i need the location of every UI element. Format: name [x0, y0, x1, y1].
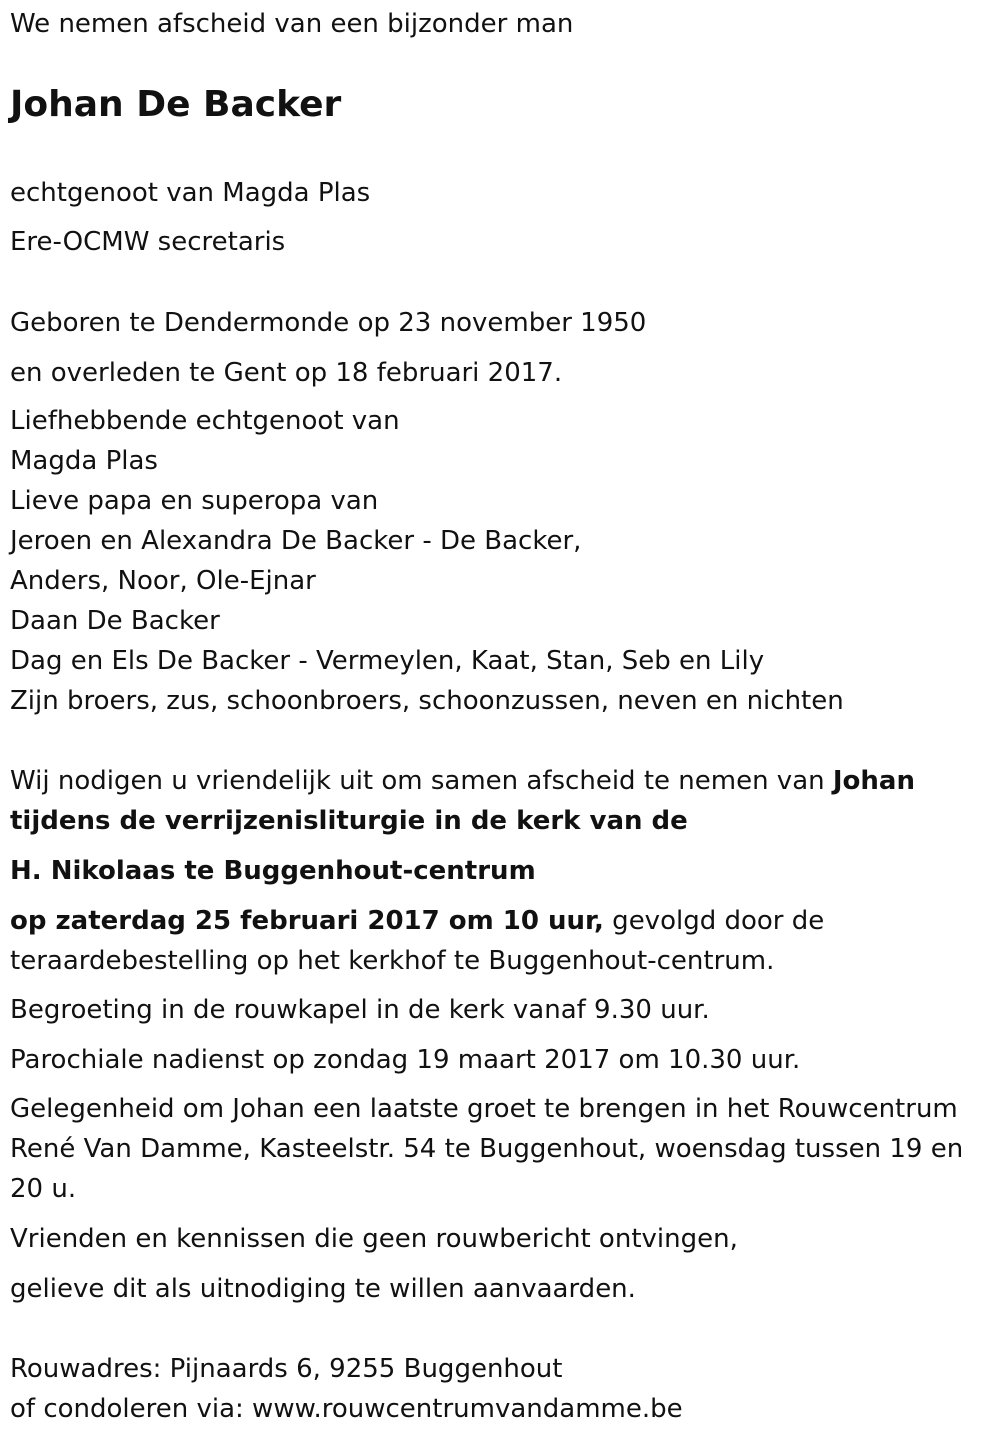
birth-line: Geboren te Dendermonde op 23 november 1950 — [10, 308, 647, 338]
invitation-lead-text: Wij nodigen u vriendelijk uit om samen afscheid te nemen van — [10, 766, 833, 796]
invitation-name: Johan — [832, 766, 915, 796]
family-line: Magda Plas — [10, 446, 158, 476]
death-line: en overleden te Gent op 18 februari 2017. — [10, 358, 563, 388]
service-date-rest: gevolgd door de — [603, 906, 825, 936]
church-text: H. Nikolaas te Buggenhout-centrum — [10, 856, 536, 886]
spouse-line: echtgenoot van Magda Plas — [10, 178, 371, 208]
service-date-line — [10, 901, 824, 941]
parish-service-line: Parochiale nadienst op zondag 19 maart 2017 om 10.30 uur. — [10, 1045, 801, 1075]
burial-line: teraardebestelling op het kerkhof te Buggenhout-centrum. — [10, 946, 775, 976]
invitation-lead — [10, 761, 915, 801]
deceased-name: Johan De Backer — [10, 84, 342, 125]
friends-line: gelieve dit als uitnodiging te willen aanvaarden. — [10, 1274, 636, 1304]
friends-line: Vrienden en kennissen die geen rouwbericht ontvingen, — [10, 1224, 738, 1254]
mourning-address: Rouwadres: Pijnaards 6, 9255 Buggenhout — [10, 1354, 563, 1384]
liturgy-text: tijdens de verrijzenisliturgie in de kerk van de — [10, 806, 688, 836]
greeting-line: Begroeting in de rouwkapel in de kerk vanaf 9.30 uur. — [10, 995, 710, 1025]
family-line: Jeroen en Alexandra De Backer - De Backer, — [10, 526, 582, 556]
family-line: Anders, Noor, Ole-Ejnar — [10, 566, 316, 596]
visitation-line: 20 u. — [10, 1174, 77, 1204]
visitation-line: René Van Damme, Kasteelstr. 54 te Buggenhout, woensdag tussen 19 en — [10, 1134, 964, 1164]
family-line: Dag en Els De Backer - Vermeylen, Kaat, Stan, Seb en Lily — [10, 646, 765, 676]
service-date: op zaterdag 25 februari 2017 om 10 uur, — [10, 906, 604, 936]
condolence-link[interactable]: of condoleren via: www.rouwcentrumvandamme.be — [10, 1394, 683, 1424]
occupation: Ere-OCMW secretaris — [10, 227, 286, 257]
family-line: Liefhebbende echtgenoot van — [10, 406, 400, 436]
family-line: Lieve papa en superopa van — [10, 486, 379, 516]
visitation-line: Gelegenheid om Johan een laatste groet te brengen in het Rouwcentrum — [10, 1094, 958, 1124]
church-line — [10, 851, 536, 891]
family-line: Daan De Backer — [10, 606, 220, 636]
family-line: Zijn broers, zus, schoonbroers, schoonzussen, neven en nichten — [10, 686, 844, 716]
intro-text: We nemen afscheid van een bijzonder man — [10, 9, 574, 39]
liturgy-line — [10, 801, 688, 841]
